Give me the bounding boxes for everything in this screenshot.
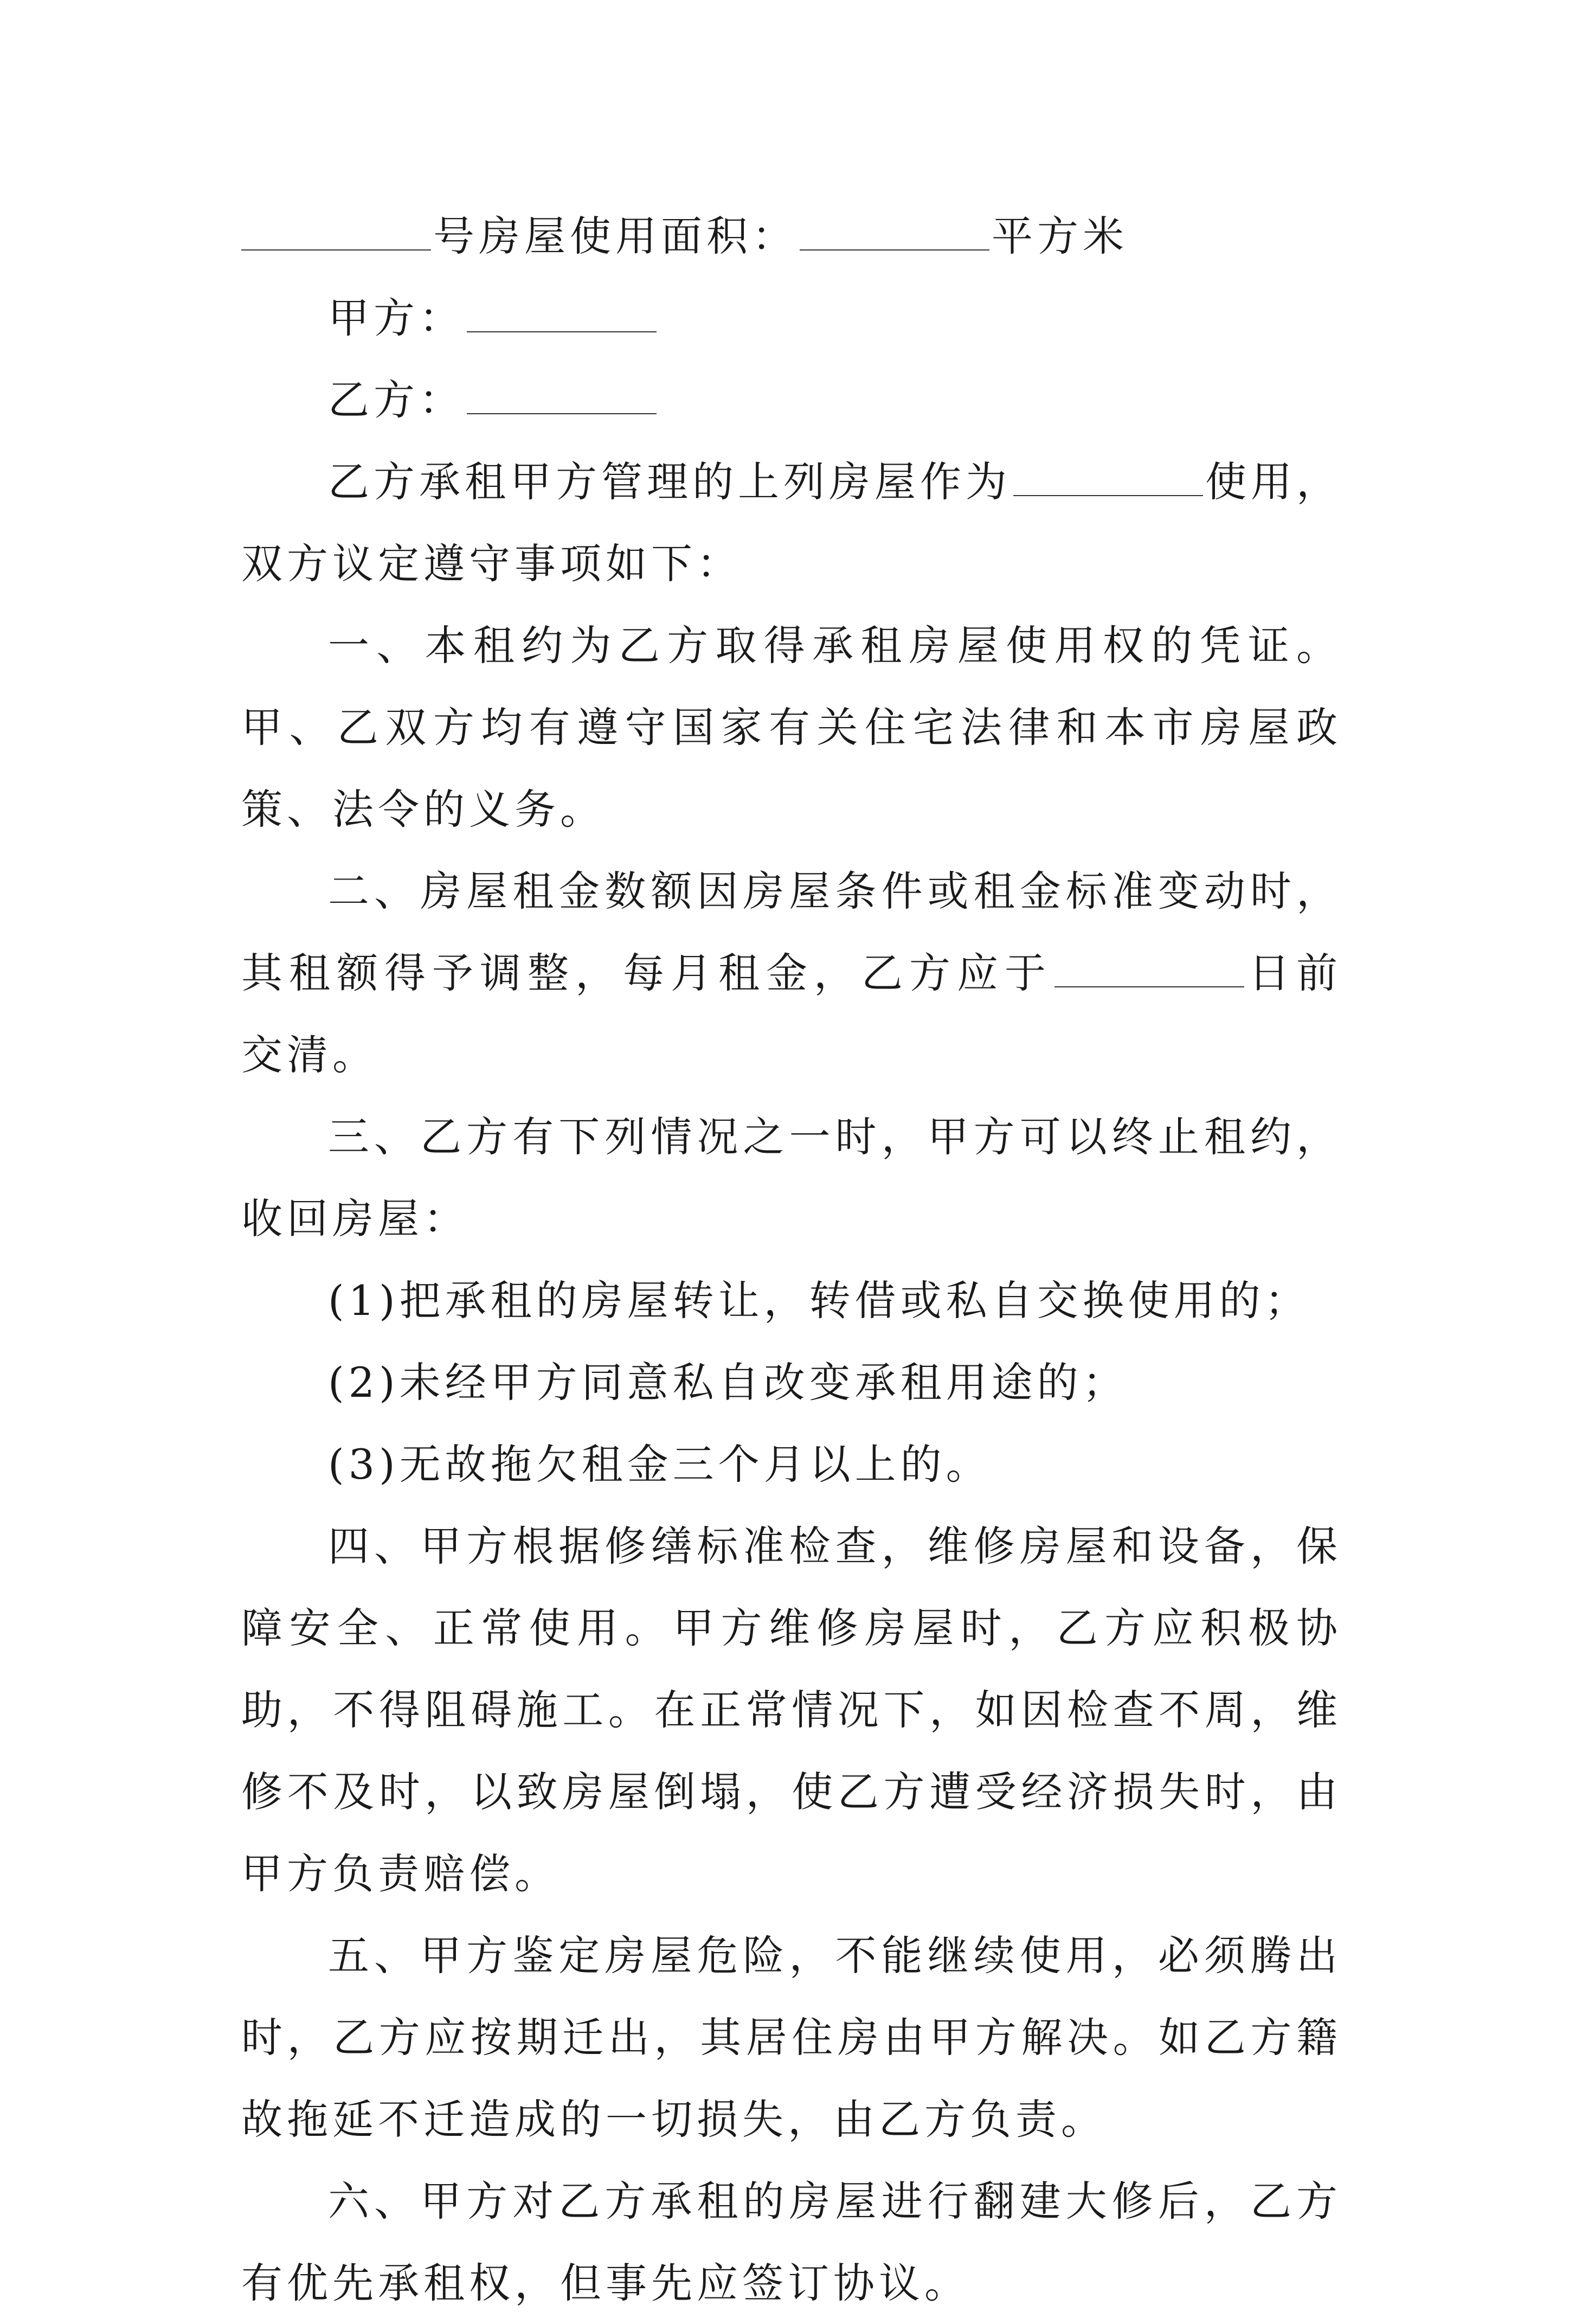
intro-paragraph xyxy=(241,441,1342,605)
party-b-label: 乙方： xyxy=(328,376,465,424)
area-label: 号房屋使用面积： xyxy=(433,212,798,260)
payment-day-blank[interactable] xyxy=(1054,948,1244,987)
area-unit: 平方米 xyxy=(992,212,1128,260)
clause-3-item: (1)把承租的房屋转让，转借或私自交换使用的； xyxy=(328,1276,1310,1325)
clause-5: 五、甲方鉴定房屋危险，不能继续使用，必须腾出时，乙方应按期迁出，其居住房由甲方解决。如乙方籍故拖延不迁造成的一切损失，由乙方负责。 xyxy=(241,1931,1342,2143)
intro-text-1: 乙方承租甲方管理的上列房屋作为 xyxy=(328,458,1011,506)
area-blank[interactable] xyxy=(800,211,989,251)
intro-text-2: 使用，双方议定遵守事项如下： xyxy=(241,458,1342,588)
party-b-blank[interactable] xyxy=(467,375,657,414)
clause-3-item: (2)未经甲方同意私自改变承租用途的； xyxy=(328,1358,1128,1407)
party-a-blank[interactable] xyxy=(467,293,657,332)
header-line xyxy=(241,195,1342,277)
clause-2 xyxy=(241,850,1342,1096)
clause-3-item: (3)无故拖欠租金三个月以上的。 xyxy=(328,1440,992,1488)
document-body xyxy=(241,195,1342,2324)
usage-blank[interactable] xyxy=(1013,457,1203,496)
clause-3: 三、乙方有下列情况之一时，甲方可以终止租约，收回房屋： xyxy=(241,1113,1342,1243)
clause-1: 一、本租约为乙方取得承租房屋使用权的凭证。甲、乙双方均有遵守国家有关住宅法律和本市房屋政策、法令的义务。 xyxy=(241,621,1342,833)
party-a-line xyxy=(241,277,1342,359)
clause-6: 六、甲方对乙方承租的房屋进行翻建大修后，乙方有优先承租权，但事先应签订协议。 xyxy=(241,2177,1342,2307)
clause-4: 四、甲方根据修缮标准检查，维修房屋和设备，保障安全、正常使用。甲方维修房屋时，乙方应积极协助，不得阻碍施工。在正常情况下，如因检查不周，维修不及时，以致房屋倒塌，使乙方遭受经济损失时，由甲方负责赔偿。 xyxy=(241,1522,1342,1898)
party-b-line xyxy=(241,359,1342,441)
clause-2-text-2: 日前交清。 xyxy=(241,949,1342,1079)
party-a-label: 甲方： xyxy=(328,294,465,342)
clause-2-text-1: 二、房屋租金数额因房屋条件或租金标准变动时，其租额得予调整，每月租金，乙方应于 xyxy=(241,867,1342,997)
house-number-blank[interactable] xyxy=(241,211,431,251)
